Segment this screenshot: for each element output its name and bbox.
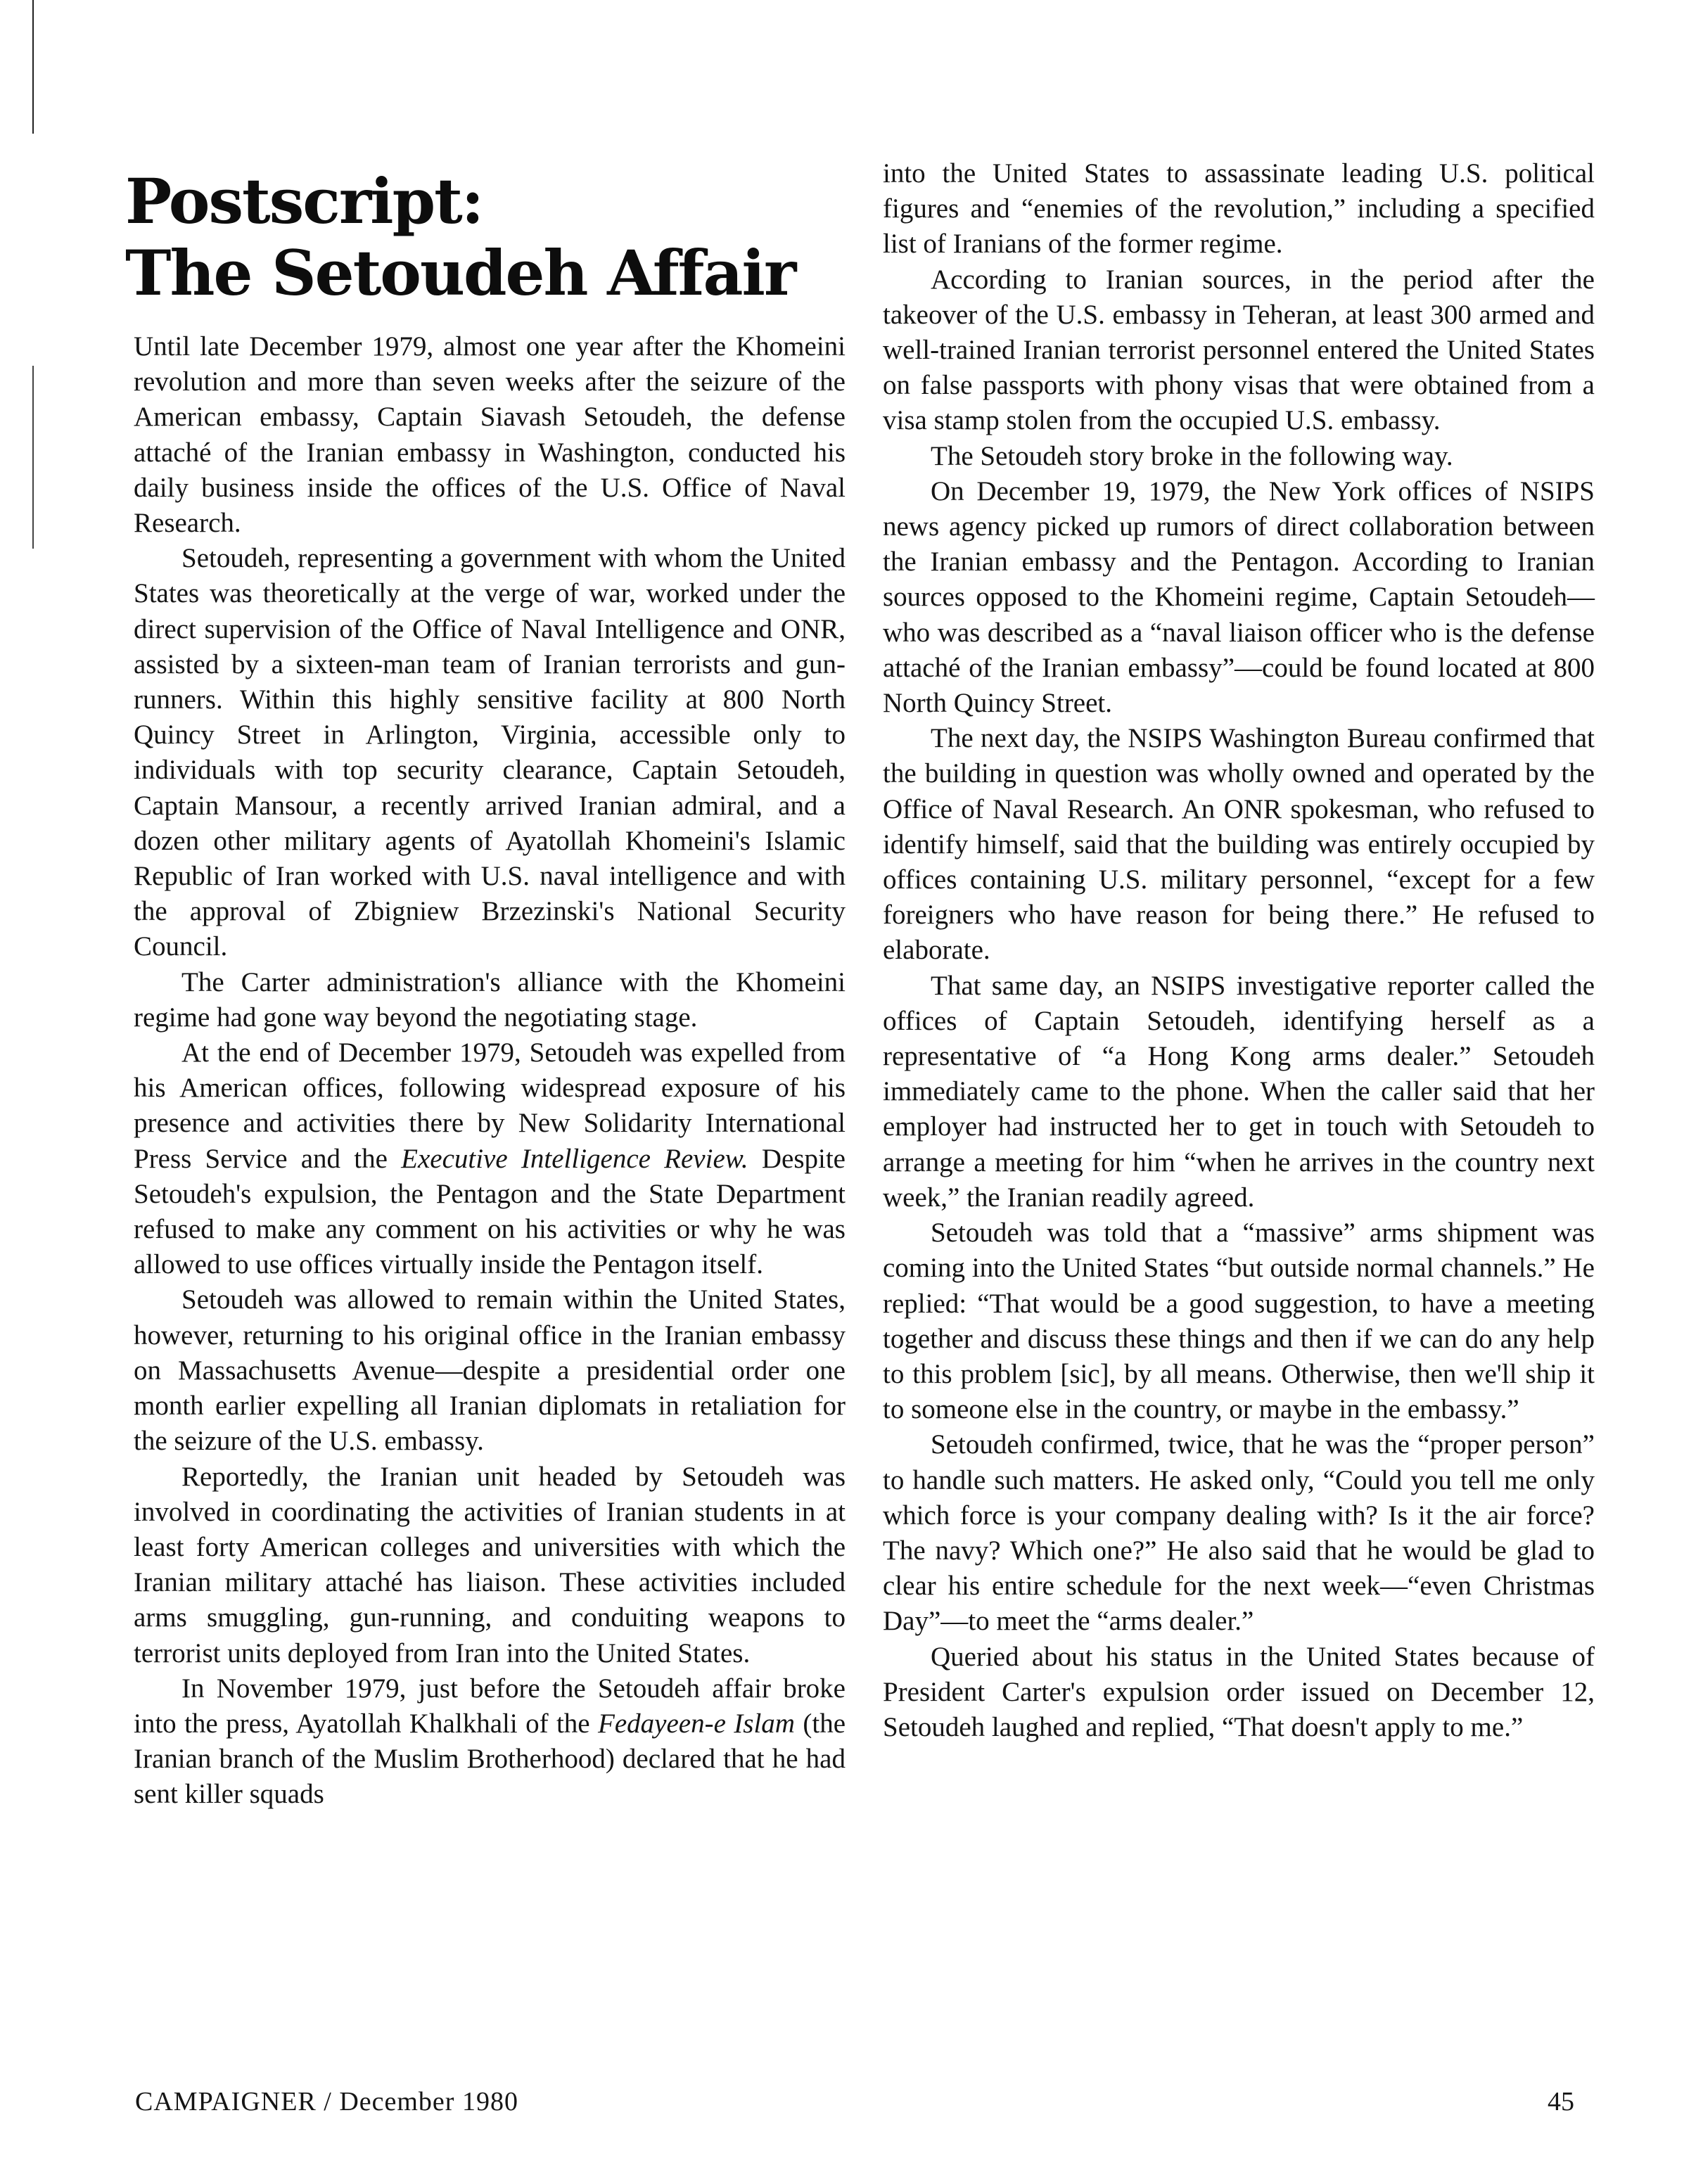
- paragraph: The Setoudeh story broke in the following way.: [931, 440, 1453, 471]
- organization-name-italic: Fedayeen-e Islam: [598, 1708, 795, 1739]
- page-number: 45: [1548, 2087, 1574, 2116]
- paragraph: Until late December 1979, almost one year after the Khomeini revolution and more than seven weeks after the seizure of the American embassy, Captain Siavash Setoudeh, the defense attaché of the Iranian embassy in Washington, conducted his daily business inside the offices of the U.S. Office of Naval Research.: [134, 331, 846, 539]
- paragraph: [134, 1035, 846, 1282]
- paragraph: The Carter administration's alliance with the Khomeini regime had gone way beyond the negotiating stage.: [134, 966, 846, 1033]
- title-line-2: The Setoudeh Affair: [125, 236, 796, 309]
- paragraph: [134, 1671, 846, 1813]
- paragraph: On December 19, 1979, the New York offices of NSIPS news agency picked up rumors of direct collaboration between the Iranian embassy and the Pentagon. According to Iranian sources opposed to the Khomeini regime, Captain Setoudeh—who was described as a “naval liaison officer who is the defense attaché of the Iranian embassy”—could be found located at 800 North Quincy Street.: [883, 475, 1595, 719]
- paragraph-text: At the end of December 1979, Setoudeh was expelled from his American offices, following widespread exposure of his presence and activities there by New Solidarity International Press Service and the: [134, 1037, 846, 1174]
- paragraph-text: (the Iranian branch of the Muslim Brotherhood) declared that he had sent killer squads: [134, 1708, 846, 1810]
- paragraph: Setoudeh, representing a government with whom the United States was theoretically at the verge of war, worked under the direct supervision of the Office of Naval Intelligence and ONR, assisted by a sixteen-man team of Iranian terrorists and gun-runners. Within this highly sensitive facility at 800 North Quincy Street in Arlington, Virginia, accessible only to individuals with top security clearance, Captain Setoudeh, Captain Mansour, a recently arrived Iranian admiral, and a dozen other military agents of Ayatollah Khomeini's Islamic Republic of Iran worked with U.S. naval intelligence and with the approval of Zbigniew Brzezinski's National Security Council.: [134, 543, 846, 962]
- paragraph: Setoudeh confirmed, twice, that he was the “proper person” to handle such matters. He asked only, “Could you tell me only which force is your company dealing with? Is it the air force? The navy? Which one?” He also said that he would be glad to clear his entire schedule for the next week—“even Christmas Day”—to meet the “arms dealer.”: [883, 1429, 1595, 1637]
- paragraph: into the United States to assassinate leading U.S. political figures and “enemies of the revolution,” including a specified list of Iranians of the former regime.: [883, 158, 1595, 260]
- article-title: [125, 165, 843, 309]
- paragraph: According to Iranian sources, in the period after the takeover of the U.S. embassy in Teheran, at least 300 armed and well-trained Iranian terrorist personnel entered the United States on false passports with phony visas that were obtained from a visa stamp stolen from the occupied U.S. embassy.: [883, 264, 1595, 436]
- publication-name-italic: Executive Intelligence Review.: [401, 1143, 748, 1174]
- right-column: [883, 156, 1595, 1745]
- paragraph-text: Despite Setoudeh's expulsion, the Pentagon and the State Department refused to make any comment on his activities or why he was allowed to use offices virtually inside the Pentagon itself.: [134, 1143, 846, 1280]
- paragraph: The next day, the NSIPS Washington Bureau confirmed that the building in question was wholly owned and operated by the Office of Naval Research. An ONR spokesman, who refused to identify himself, said that the building was entirely occupied by offices containing U.S. military personnel, “except for a few foreigners who have reason for being there.” He refused to elaborate.: [883, 723, 1595, 966]
- paragraph: Setoudeh was allowed to remain within the United States, however, returning to his original office in the Iranian embassy on Massachusetts Avenue—despite a presidential order one month earlier expelling all Iranian diplomats in retaliation for the seizure of the U.S. embassy.: [134, 1284, 846, 1457]
- footer-publication: CAMPAIGNER / December 1980: [135, 2087, 518, 2116]
- paragraph: Reportedly, the Iranian unit headed by Setoudeh was involved in coordinating the activities of Iranian students in at least forty American colleges and universities with which the Iranian military attaché has liaison. These activities included arms smuggling, gun-running, and conduiting weapons to terrorist units deployed from Iran into the United States.: [134, 1461, 846, 1668]
- scan-margin-line: [32, 0, 34, 134]
- paragraph: Queried about his status in the United States because of President Carter's expulsion order issued on December 12, Setoudeh laughed and replied, “That doesn't apply to me.”: [883, 1641, 1595, 1742]
- article-header: [125, 165, 843, 309]
- paragraph: That same day, an NSIPS investigative reporter called the offices of Captain Setoudeh, identifying herself as a representative of “a Hong Kong arms dealer.” Setoudeh immediately came to the phone. When the caller said that her employer had instructed her to get in touch with Setoudeh to arrange a meeting for him “when he arrives in the country next week,” the Iranian readily agreed.: [883, 970, 1595, 1213]
- paragraph-text: In November 1979, just before the Setoudeh affair broke into the press, Ayatollah Khalkhali of the: [134, 1673, 846, 1739]
- scan-margin-line: [32, 366, 34, 549]
- paragraph: Setoudeh was told that a “massive” arms shipment was coming into the United States “but outside normal channels.” He replied: “That would be a good suggestion, to have a meeting together and discuss these things and then if we can do any help to this problem [sic], by all means. Otherwise, then we'll ship it to someone else in the country, or maybe in the embassy.”: [883, 1218, 1595, 1425]
- left-column: [134, 329, 846, 1813]
- title-line-1: Postscript:: [125, 165, 483, 238]
